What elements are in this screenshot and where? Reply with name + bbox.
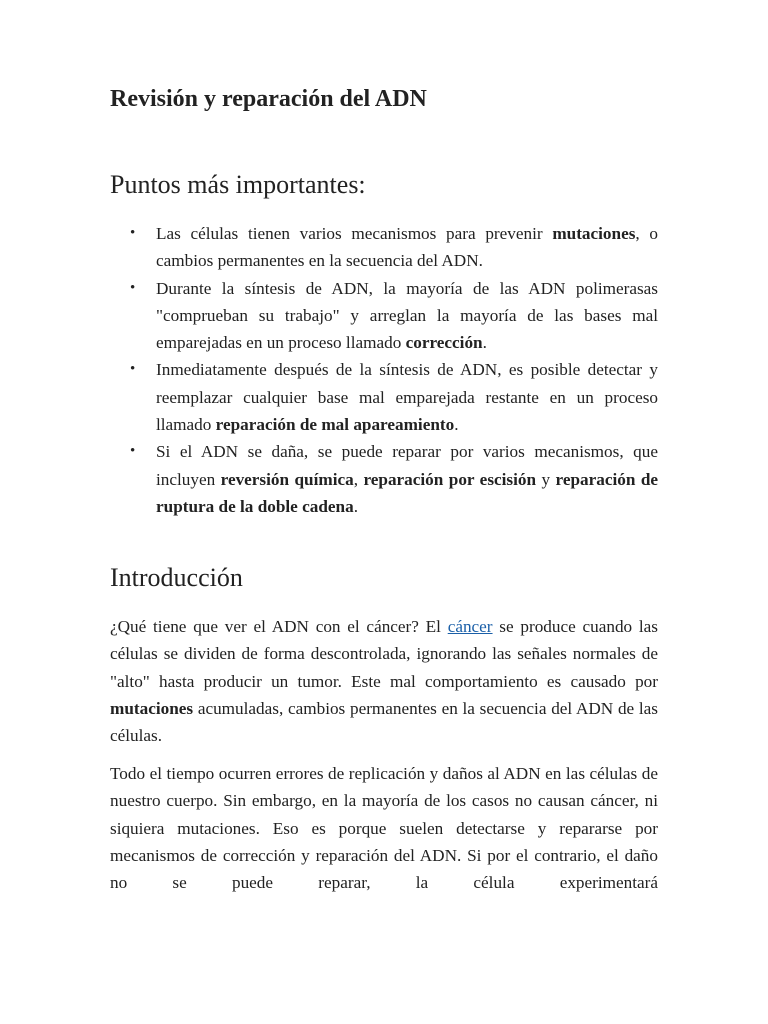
key-points-list	[110, 220, 658, 520]
list-item-text: .	[482, 333, 487, 353]
list-item	[110, 438, 658, 520]
list-item-text: Las células tienen varios mecanismos para prevenir	[156, 224, 553, 243]
cancer-link[interactable]: cáncer	[447, 617, 493, 636]
list-item-bold: reversión química	[220, 469, 354, 489]
intro-paragraph-1	[110, 613, 658, 749]
key-points-heading: Puntos más importantes:	[110, 170, 366, 199]
list-item-bold: reparación por escisión	[363, 469, 537, 489]
list-item-text: y	[536, 469, 556, 489]
list-item	[110, 356, 658, 438]
list-item-text: Durante la síntesis de ADN, la mayoría de las ADN polimerasas "comprueban su trabajo" y arreglan la mayoría de las bases mal emparejadas en un proceso llamado	[156, 278, 658, 353]
intro-paragraph-2: Todo el tiempo ocurren errores de replicación y daños al ADN en las células de nuestro cuerpo. Sin embargo, en la mayoría de los casos no causan cáncer, ni siquiera mutaciones. Eso es porque suelen detectarse y repararse por mecanismos de corrección y reparación del ADN. Si por el contrario, el daño no se puede reparar, la célula experimentará	[110, 764, 658, 893]
list-item-text: ,	[353, 469, 364, 489]
list-item	[110, 275, 658, 357]
list-item-text: .	[353, 496, 358, 516]
list-item-bold: reparación de mal apareamiento	[215, 415, 455, 435]
paragraph-text: se produce cuando las células se dividen de forma descontrolada, ignorando las señales normales de "alto" hasta producir un tumor. Este mal comportamiento es causado por	[110, 617, 658, 691]
page-title: Revisión y reparación del ADN	[110, 86, 427, 112]
list-item-bold: reparación de ruptura de la doble cadena	[156, 469, 659, 516]
list-item-text: .	[454, 415, 459, 435]
list-item-text: Si el ADN se daña, se puede reparar por varios mecanismos, que incluyen	[156, 442, 658, 489]
list-item-text: Inmediatamente después de la síntesis de ADN, es posible detectar y reemplazar cualquier base mal emparejada restante en un proceso llamado	[156, 360, 658, 435]
intro-heading: Introducción	[110, 563, 243, 592]
paragraph-bold: mutaciones	[110, 698, 194, 718]
list-item-bold: corrección	[405, 333, 483, 353]
paragraph-text: acumuladas, cambios permanentes en la secuencia del ADN de las células.	[110, 698, 658, 746]
list-item-bold: mutaciones	[552, 224, 636, 243]
list-item	[110, 220, 658, 275]
list-item-text: , o cambios permanentes en la secuencia del ADN.	[156, 224, 658, 271]
paragraph-text: ¿Qué tiene que ver el ADN con el cáncer? El	[110, 617, 448, 636]
